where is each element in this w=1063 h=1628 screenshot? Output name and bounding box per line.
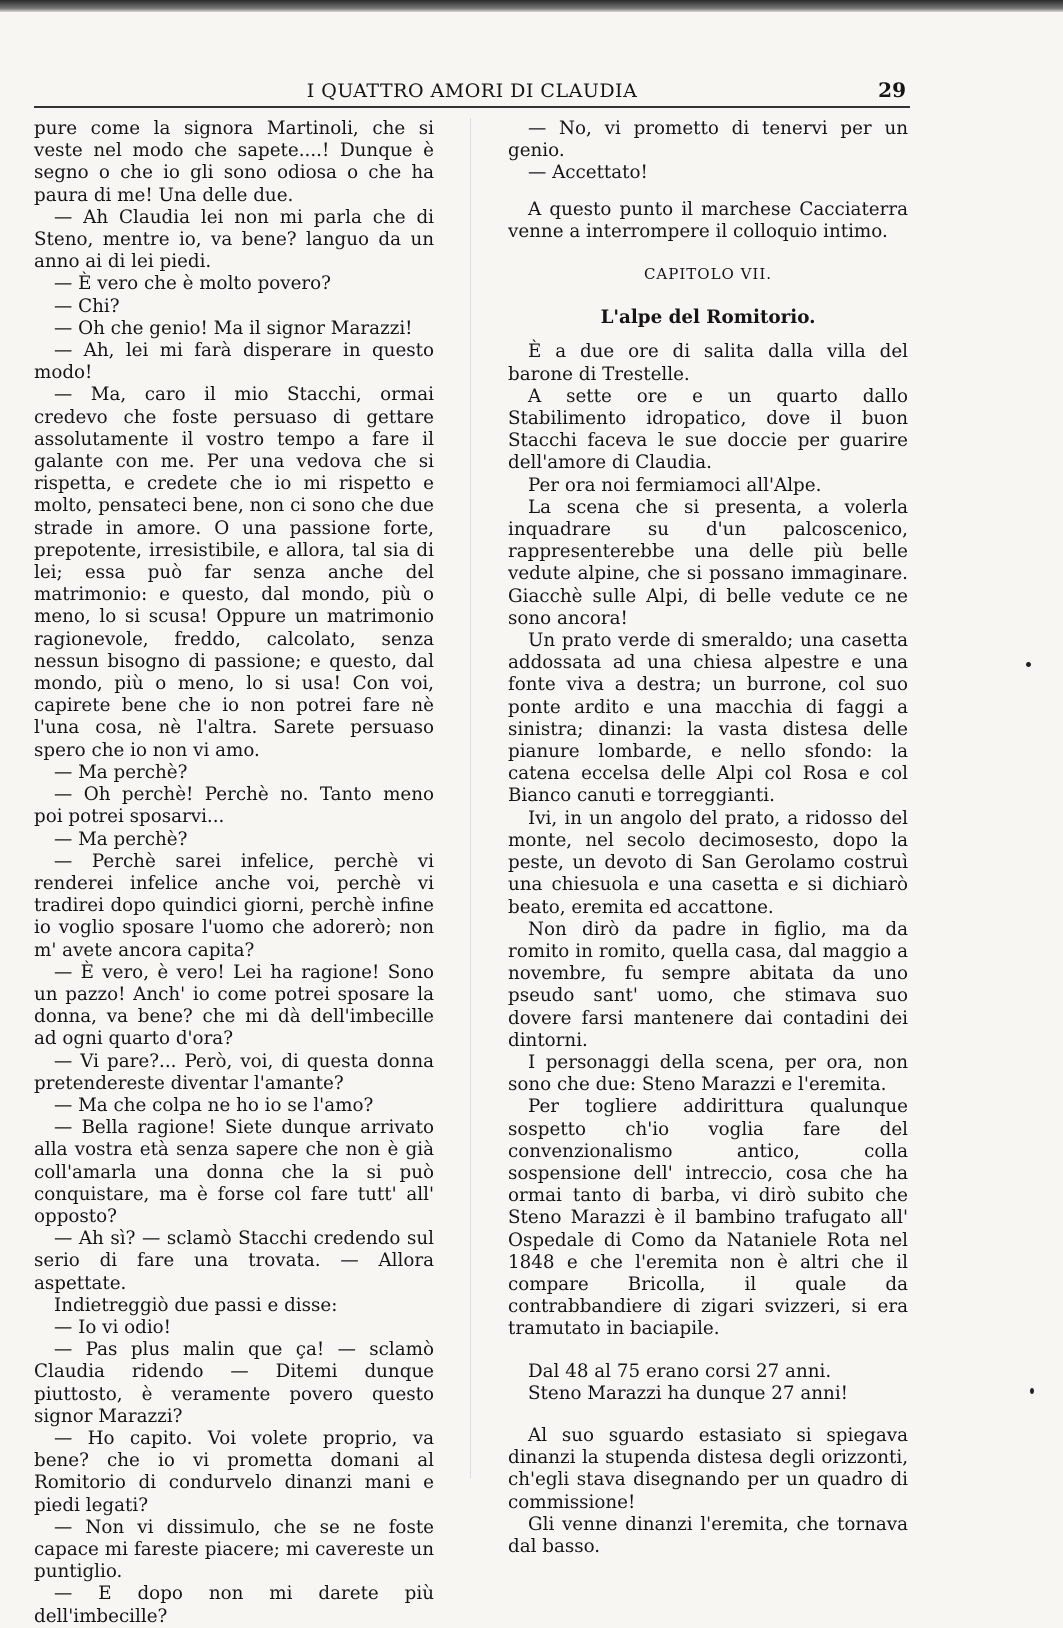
paragraph: — Ah Claudia lei non mi parla che di Steno, mentre io, va bene? languo da un anno ai di lei piedi. [34, 206, 434, 273]
paragraph: È a due ore di salita dalla villa del barone di Trestelle. [508, 341, 908, 385]
left-column [34, 118, 434, 1628]
aside-line: Dal 48 al 75 erano corsi 27 anni. [528, 1360, 832, 1382]
paragraph: I personaggi della scena, per ora, non sono che due: Steno Marazzi e l'eremita. [508, 1051, 908, 1096]
aside-line: Steno Marazzi ha dunque 27 anni! [528, 1382, 849, 1404]
paragraph: — Io vi odio! [54, 1316, 172, 1338]
column-gutter [470, 118, 471, 1478]
right-column [508, 118, 908, 1558]
paragraph: — Bella ragione! Siete dunque arrivato alla vostra età senza sapere che non è già coll'amarla una donna che la si può conquistare, ma è forse col fare tutt' all' opposto? [34, 1117, 434, 1227]
paragraph: — Chi? [54, 295, 120, 317]
paragraph: — Oh perchè! Perchè no. Tanto meno poi potrei sposarvi... [34, 784, 434, 828]
paragraph: Per ora noi fermiamoci all'Alpe. [528, 474, 822, 496]
paragraph: — E dopo non mi darete più dell'imbecille? [34, 1583, 434, 1627]
paragraph: A questo punto il marchese Cacciaterra venne a interrompere il colloquio intimo. [508, 198, 908, 242]
paragraph: Per togliere addirittura qualunque sospetto ch'io voglia fare del convenzionalismo antico, colla sospensione dell' intreccio, cosa che ha ormai tanto di barba, vi dirò subito che Steno Marazzi è il bambino trafugato all' Ospedale di Como da Nataniele Rota nel 1848 e che l'eremita non è altri che il compare Bricolla, il quale da contrabbandiere di zigari svizzeri, si era tramutato in baciapile. [508, 1096, 908, 1340]
paragraph: — Ah, lei mi farà disperare in questo modo! [34, 340, 434, 384]
paragraph: — È vero che è molto povero? [54, 273, 331, 295]
paragraph: — Non vi dissimulo, che se ne foste capace mi fareste piacere; mi cavereste un puntiglio. [34, 1516, 434, 1583]
paragraph: Ivi, in un angolo del prato, a ridosso del monte, nel secolo decimosesto, dopo la peste, un devoto di San Gerolamo costruì una chiesuola e una casetta e si dichiarò beato, eremita ed accattone. [508, 807, 908, 918]
paragraph: — Oh che genio! Ma il signor Marazzi! [54, 317, 413, 339]
paragraph: — Ma perchè? [54, 828, 188, 850]
page-number: 29 [878, 78, 906, 102]
paragraph: — Ma perchè? [54, 761, 188, 783]
paragraph: — Perchè sarei infelice, perchè vi renderei infelice anche voi, perchè vi tradirei dopo quindici giorni, perchè infine io voglio sposare l'uomo che adorerò; non m' avete ancora capita? [34, 850, 434, 961]
paragraph: — È vero, è vero! Lei ha ragione! Sono un pazzo! Anch' io come potrei sposare la donna, va bene? che mi dà dell'imbecille ad ogni quarto d'ora? [34, 961, 434, 1050]
ink-speck [1030, 1388, 1034, 1394]
paragraph: — Accettato! [528, 162, 648, 184]
paragraph: A sette ore e un quarto dallo Stabilimento idropatico, dove il buon Stacchi faceva le sue doccie per guarire dell'amore di Claudia. [508, 385, 908, 474]
paragraph: Non dirò da padre in figlio, ma da romito in romito, quella casa, dal maggio a novembre, fu sempre abitata da uno pseudo sant' uomo, che stimava suo dovere farsi mantenere dai contadini dei dintorni. [508, 918, 908, 1051]
page-header [34, 70, 910, 108]
paragraph: pure come la signora Martinoli, che si veste nel modo che sapete....! Dunque è segno o che io gli sono odiosa o che ha paura di me! Una delle due. [34, 118, 434, 206]
chapter-label: CAPITOLO VII. [643, 265, 773, 284]
running-title: I QUATTRO AMORI DI CLAUDIA [306, 80, 638, 102]
ink-speck [1026, 662, 1031, 667]
paragraph: — Ah sì? — sclamò Stacchi credendo sul serio di fare una trovata. — Allora aspettate. [34, 1228, 434, 1294]
paragraph: — Ho capito. Voi volete proprio, va bene? che io vi prometta domani al Romitorio di condurvelo dinanzi mani e piedi legati? [34, 1427, 434, 1516]
paragraph: Al suo sguardo estasiato si spiegava dinanzi la stupenda distesa degli orizzonti, ch'egli stava disegnando per un quadro di commissione! [508, 1424, 908, 1513]
paragraph: — Vi pare?... Però, voi, di questa donna pretendereste diventar l'amante? [34, 1050, 434, 1094]
paragraph: — Ma che colpa ne ho io se l'amo? [54, 1094, 374, 1116]
scan-top-edge [0, 0, 1063, 12]
paragraph: La scena che si presenta, a volerla inquadrare su d'un palcoscenico, rappresenterebbe una delle più belle vedute alpine, che si possano immaginare. Giacchè sulle Alpi, di belle vedute ce ne sono ancora! [508, 496, 908, 629]
chapter-title: L'alpe del Romitorio. [600, 307, 816, 329]
paragraph: — Pas plus malin que ça! — sclamò Claudia ridendo — Ditemi dunque piuttosto, è veramente povero questo signor Marazzi? [34, 1339, 434, 1427]
paragraph: Un prato verde di smeraldo; una casetta addossata ad una chiesa alpestre e una fonte viva a destra; un burrone, col suo ponte ardito e una macchia di faggi a sinistra; dinanzi: la vasta distesa delle pianure lombarde, e nello sfondo: la catena eccelsa delle Alpi col Rosa e col Bianco canuti e torreggianti. [508, 630, 908, 807]
paragraph: Gli venne dinanzi l'eremita, che tornava dal basso. [508, 1513, 908, 1557]
paragraph: — No, vi prometto di tenervi per un genio. [508, 118, 908, 162]
paragraph: — Ma, caro il mio Stacchi, ormai credevo che foste persuaso di gettare assolutamente il vostro tempo a fare il galante con me. Per una vedova che si rispetta, e credete che io mi rispetto e molto, pensateci bene, non ci sono che due strade in amore. O una passione forte, prepotente, irresistibile, e allora, tal sia di lei; essa può far senza anche del matrimonio: e questo, dal mondo, più o meno, lo si scusa! Oppure un matrimonio ragionevole, freddo, calcolato, senza nessun bisogno di passione; e questo, dal mondo, più o meno, lo si usa! Con voi, capirete bene che io non potrei fare nè l'una cosa, nè l'altra. Sarete persuaso spero che io non vi amo. [34, 384, 434, 761]
paragraph: Indietreggiò due passi e disse: [54, 1294, 338, 1316]
